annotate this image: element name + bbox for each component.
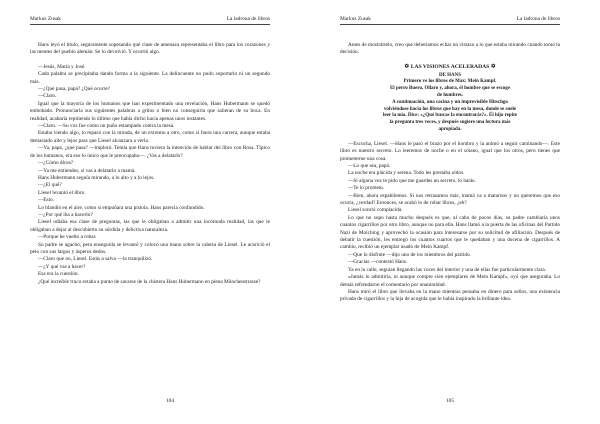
- running-head-author: Markus Zusak: [340, 16, 371, 22]
- paragraph: —¿Cómo dices?: [38, 160, 74, 167]
- paragraph: —Te lo prometo.: [348, 185, 385, 192]
- paragraph: Cada palabra se precipitaba dando forma a la siguiente. La delincuente no pudo soportarlo ni un segundo más.: [30, 71, 270, 85]
- paragraph: Su padre se agachó, pero enseguida se levantó y colocó una mano sobre la cabeza de Liesel. Le acarició el pelo con sus largos y ásperos dedos.: [30, 241, 270, 255]
- block-title: [370, 64, 530, 71]
- block-line: de hombres.: [436, 93, 464, 98]
- paragraph: Estaba viendo algo, lo repasó con la mirada, de un extremo a otro, como si fuera una carrera, aunque estaba demasiado alto y lejos para que Liesel alcanzara a verlo.: [30, 130, 270, 144]
- paragraph: Hans miró el libro que llevaba en la mano mientras pensaba en dinero para sellos, una existencia privada de cigarrillos y la hija de acogida que le había inspirado la brillante idea.: [340, 288, 560, 303]
- paragraph: Igual que la mayoría de los humanos que han experimentado una revelación, Hans Hubermann se quedó embobado. Pronunciarla sus siguientes palabras a gritos o bien no conseguiría que salieran de su boca. En realidad, acabaría repitiendo lo último que había dicho hacía apenas unos instantes.: [30, 100, 270, 122]
- page-number: 105: [445, 398, 455, 404]
- paragraph: —Escucha, Liesel. —Hans le pasó el brazo por el hombro y la animó a seguir caminando—. Este libro es nuestro secreto. Lo leeremos de noche o en el sótano, igual que los otros, pero tienes que prometerme una cosa.: [340, 140, 560, 162]
- paragraph: Liesel sonrió complacida.: [348, 207, 403, 214]
- visions-block: [370, 64, 530, 134]
- paragraph: —Bien, ahora espabilemos. Si nos retrasamos más, mamá va a matarnos y no queremos que eso ocurra, ¿verdad? Entonces, se acabó lo de robar libros, ¿eh?: [340, 192, 560, 207]
- paragraph: —Claro.: [38, 93, 57, 100]
- paragraph: —Esto.: [38, 197, 55, 204]
- paragraph: —¿Y qué vas a hacer?: [38, 263, 86, 270]
- paragraph: Hans leyó el título, seguramente sopesando qué clase de amenaza representaba el libro para los corazones y las mentes del pueblo alemán. Se lo devolvió. Y ocurrió algo.: [30, 42, 270, 56]
- block-line: la pregunta tres veces, y después sugiere una lectura más: [389, 120, 511, 126]
- paragraph: ¿Qué increíble truco estaba a punto de sacarse de la chistera Hans Hubermann en plena Münchenstrasse?: [38, 278, 261, 285]
- paragraph: «Jamás lo admitiría, ni aunque compre cien ejemplares de Mein Kampf», oyó que aseguraba. Lo demás refrendaron el comentario por unanimidad.: [340, 274, 560, 288]
- intro-paragraph: Antes de mostrártelo, creo que deberíamos echar un vistazo a lo que estaba mirando cuando tomó la decisión.: [340, 42, 560, 56]
- running-head-author: Markus Zusak: [30, 16, 61, 22]
- paragraph: Esa era la cuestión.: [38, 271, 79, 278]
- paragraph: —¿Qué pasa, papá? ¿Qué ocurre?: [38, 86, 110, 93]
- block-line: A continuación, una cocina y un imprevisible Hitschgo: [392, 99, 508, 105]
- block-title-text: LAS VISIONES ACELERADAS: [410, 63, 490, 70]
- star-icon: ✡: [490, 63, 496, 70]
- paragraph: —Jesús, María y José.: [38, 63, 86, 70]
- paragraph: —¿El qué?: [38, 182, 62, 189]
- paragraph: —Gracias —contestó Hans.: [348, 259, 408, 266]
- paragraph: Ya en la calle, seguían llegando las voces del interior y una de ellas fue particularmente clara.: [348, 266, 547, 273]
- paragraph: —Claro que no, Liesel. Estás a salvo —la tranquilizó.: [38, 256, 153, 263]
- paragraph: —Si alguna vez te pido que me guardes un secreto, lo harás.: [348, 177, 476, 184]
- header-rule: [30, 24, 270, 25]
- running-head-title: La ladrona de libros: [226, 16, 270, 22]
- paragraph: —Que lo disfrute —dijo uno de los miembros del partido.: [348, 251, 471, 258]
- star-icon: ✡: [404, 63, 410, 70]
- right-page: [300, 0, 600, 424]
- paragraph: La noche era plácida y serena. Todo les prestaba oídos.: [348, 170, 465, 177]
- header-rule: [340, 24, 560, 25]
- paragraph: —Lo que sea, papá.: [348, 163, 391, 169]
- paragraph: Liesel odiaba esa clase de preguntas, las que le obligaban a admitir una incómoda realidad, las que le obligaban a dejar al descubierto su sórdida y delictiva naturaleza.: [30, 219, 270, 233]
- paragraph: Liesel levantó el libro.: [38, 189, 86, 196]
- running-head-title: La ladrona de libros: [516, 16, 560, 22]
- paragraph: Lo blandió en el aire, como si empuñara una pistola. Hans parecía confundido.: [38, 204, 205, 211]
- paragraph: Lo que no supo hasta mucho después es que, al cabo de pocos días, su padre cambiaría unos cuantos cigarrillos por otro libro, aunque no para ella. Hans llamó a la puerta de las oficinas del Partido Nazi de Molching y aprovechó la ocasión para interesarse por su solicitud de afiliación. Después de debatir la cuestión, les entregó los cuantos cuartos que le quedaban y una docena de cigarrillos. A cambio, recibió un ejemplar usado de Mein Kampf.: [340, 214, 560, 251]
- paragraph: Hans Hubermann seguía mirando, a lo alto y a lo lejos.: [38, 174, 155, 181]
- paragraph: —Ya, papá, ¿qué pasa? —imploró. Temía que Hans tuviera la intención de hablar del libro con Rosa. Típico de los humanos, era eso lo único que le preocupaba—. ¿Vas a delatarlo?: [30, 145, 270, 159]
- block-line: apropiada.: [438, 126, 462, 132]
- block-subtitle: DE HANS: [438, 72, 462, 78]
- block-line: Primero ve los libros de Max: Mein Kampf.: [403, 79, 497, 85]
- page-number: 104: [165, 398, 175, 404]
- paragraph: —Claro. —Su voz fue como un puño estampado contra la mesa.: [38, 123, 175, 130]
- left-body-text: [30, 42, 270, 286]
- paragraph: —Ya me entiendes, si vas a delatarlo a mamá.: [38, 167, 136, 174]
- block-line: leer la mía. Dice: «¿Qué buscas la encontrarás?». Él hijo repite: [383, 113, 517, 119]
- block-line: El perro Buero, Ollaro y, ahora, él hombre que se escoge: [389, 86, 511, 92]
- block-line: volviéndose hacia los libros que hay en la mesa, donde se suele: [383, 106, 517, 112]
- paragraph: —Porque he vuelto a robar.: [38, 234, 97, 241]
- paragraph: —¿Por qué iba a hacerlo?: [38, 211, 93, 218]
- right-body-text: [340, 42, 560, 304]
